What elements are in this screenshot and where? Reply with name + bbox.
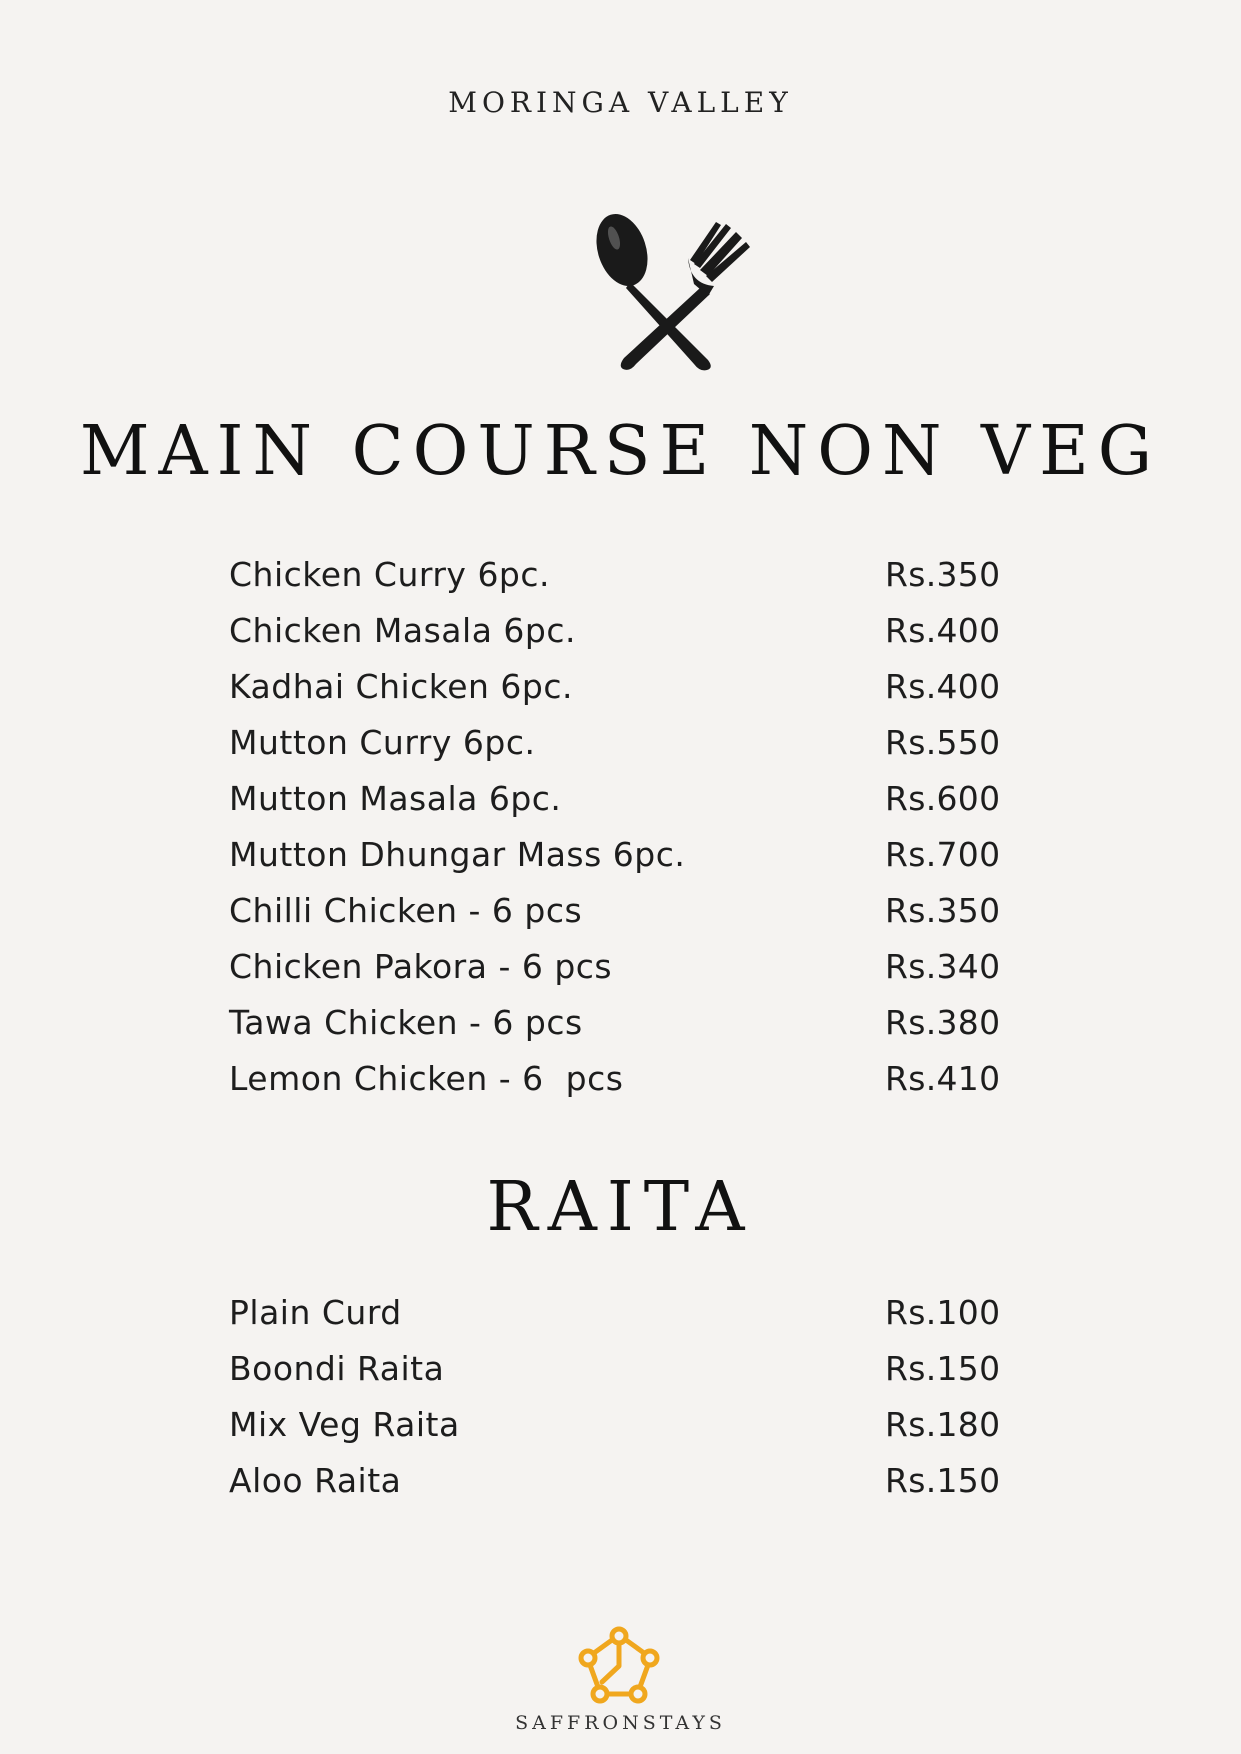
list-item	[229, 1400, 1029, 1456]
page-title-raita: RAITA	[486, 1168, 755, 1247]
item-name: Chicken Pakora - 6 pcs	[229, 947, 613, 986]
item-price: Rs.350	[885, 891, 1001, 930]
item-name: Mutton Dhungar Mass 6pc.	[229, 835, 686, 874]
list-item	[229, 830, 1029, 886]
brand-bottom: SAFFRONSTAYS	[515, 1712, 726, 1734]
item-price: Rs.380	[885, 1003, 1001, 1042]
item-name: Chilli Chicken - 6 pcs	[229, 891, 583, 930]
item-price: Rs.410	[885, 1059, 1001, 1098]
item-name: Mutton Curry 6pc.	[229, 723, 536, 762]
item-price: Rs.400	[885, 667, 1001, 706]
item-price: Rs.100	[885, 1293, 1001, 1332]
brand-top: MORINGA VALLEY	[448, 86, 793, 119]
list-item	[229, 942, 1029, 998]
item-price: Rs.150	[885, 1461, 1001, 1500]
item-name: Mix Veg Raita	[229, 1405, 460, 1444]
item-price: Rs.180	[885, 1405, 1001, 1444]
item-name: Chicken Curry 6pc.	[229, 555, 551, 594]
list-item	[229, 886, 1029, 942]
list-item	[229, 662, 1029, 718]
item-price: Rs.350	[885, 555, 1001, 594]
list-item	[229, 998, 1029, 1054]
item-name: Kadhai Chicken 6pc.	[229, 667, 574, 706]
saffronstays-logo-icon	[576, 1626, 662, 1706]
item-price: Rs.550	[885, 723, 1001, 762]
list-item	[229, 1344, 1029, 1400]
item-price: Rs.600	[885, 779, 1001, 818]
item-price: Rs.400	[885, 611, 1001, 650]
item-price: Rs.150	[885, 1349, 1001, 1388]
item-name: Aloo Raita	[229, 1461, 402, 1500]
item-price: Rs.700	[885, 835, 1001, 874]
page-title-main-course: MAIN COURSE NON VEG	[79, 412, 1162, 491]
cutlery-icon	[590, 212, 760, 372]
item-name: Lemon Chicken - 6 pcs	[229, 1059, 624, 1098]
item-price: Rs.340	[885, 947, 1001, 986]
item-name: Mutton Masala 6pc.	[229, 779, 562, 818]
item-name: Tawa Chicken - 6 pcs	[229, 1003, 583, 1042]
item-name: Chicken Masala 6pc.	[229, 611, 576, 650]
list-item	[229, 774, 1029, 830]
list-item	[229, 718, 1029, 774]
list-item	[229, 606, 1029, 662]
list-item	[229, 1054, 1029, 1110]
list-item	[229, 1288, 1029, 1344]
item-name: Boondi Raita	[229, 1349, 445, 1388]
raita-list	[229, 1288, 1029, 1512]
item-name: Plain Curd	[229, 1293, 402, 1332]
list-item	[229, 550, 1029, 606]
main-course-list	[229, 550, 1029, 1110]
list-item	[229, 1456, 1029, 1512]
